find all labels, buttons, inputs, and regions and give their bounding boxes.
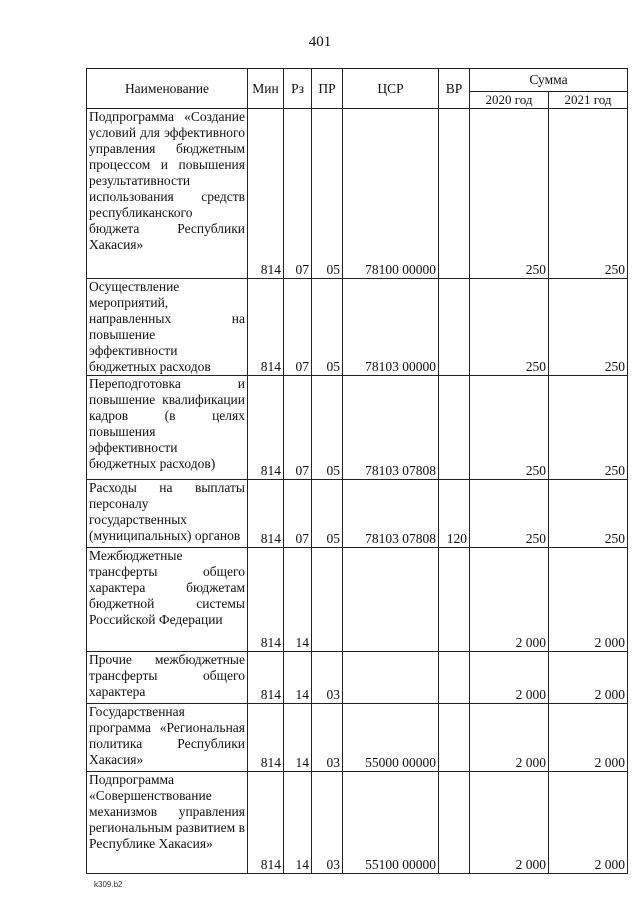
row-sum-2021: 2 000 [549,704,628,772]
row-pr [312,548,343,652]
row-vr: 120 [439,480,470,548]
row-sum-2020: 250 [470,109,549,279]
row-min: 814 [248,704,284,772]
row-min: 814 [248,548,284,652]
row-csr: 55000 00000 [343,704,439,772]
row-rz: 07 [284,279,312,376]
table-row [87,652,628,704]
row-name: Расходы на выплаты персоналу государственных (муниципальных) органов [87,480,248,548]
row-vr [439,376,470,480]
row-sum-2021: 250 [549,279,628,376]
row-name: Переподготовка и повышение квалификации кадров (в целях повышения эффективности бюджетных расходов) [87,376,248,480]
row-sum-2021: 250 [549,480,628,548]
table-row [87,548,628,652]
row-min: 814 [248,376,284,480]
row-vr [439,109,470,279]
row-rz: 14 [284,704,312,772]
table-row [87,480,628,548]
row-vr [439,548,470,652]
row-sum-2020: 250 [470,376,549,480]
row-min: 814 [248,109,284,279]
row-csr: 78100 00000 [343,109,439,279]
page-number: 401 [308,34,332,50]
row-min: 814 [248,480,284,548]
row-pr: 03 [312,772,343,874]
table-row [87,376,628,480]
row-csr: 78103 07808 [343,480,439,548]
row-vr [439,279,470,376]
row-rz: 14 [284,772,312,874]
header-csr: ЦСР [343,69,439,109]
row-sum-2020: 2 000 [470,652,549,704]
header-name: Наименование [87,69,248,109]
header-rz: Рз [284,69,312,109]
budget-table [86,68,628,874]
row-rz: 07 [284,376,312,480]
row-pr: 03 [312,704,343,772]
row-name: Межбюджетные трансферты общего характера бюджетам бюджетной системы Российской Федерации [87,548,248,652]
row-pr: 05 [312,480,343,548]
row-min: 814 [248,772,284,874]
row-pr: 05 [312,376,343,480]
row-sum-2020: 2 000 [470,772,549,874]
row-vr [439,652,470,704]
header-year-2021: 2021 год [549,92,628,109]
table-row [87,109,628,279]
row-csr: 78103 07808 [343,376,439,480]
row-name: Государственная программа «Региональная политика Республики Хакасия» [87,704,248,772]
table-row [87,772,628,874]
table-row [87,704,628,772]
table-row [87,279,628,376]
row-csr: 55100 00000 [343,772,439,874]
row-name: Осуществление мероприятий, направленных на повышение эффективности бюджетных расходов [87,279,248,376]
row-sum-2021: 250 [549,109,628,279]
header-pr: ПР [312,69,343,109]
row-sum-2020: 250 [470,480,549,548]
row-csr [343,652,439,704]
row-min: 814 [248,279,284,376]
row-sum-2020: 250 [470,279,549,376]
row-sum-2021: 2 000 [549,548,628,652]
row-pr: 03 [312,652,343,704]
row-csr: 78103 00000 [343,279,439,376]
row-csr [343,548,439,652]
row-vr [439,772,470,874]
header-sum: Сумма [470,69,628,92]
row-rz: 07 [284,480,312,548]
row-pr: 05 [312,279,343,376]
row-sum-2021: 2 000 [549,652,628,704]
row-vr [439,704,470,772]
row-name: Подпрограмма «Совершенствование механизмов управления региональным развитием в Республике Хакасия» [87,772,248,874]
footer-code: k309.b2 [94,880,123,889]
row-rz: 07 [284,109,312,279]
row-name: Подпрограмма «Создание условий для эффективного управления бюджетным процессом и повышения результативности использования средств республиканского бюджета Республики Хакасия» [87,109,248,279]
row-rz: 14 [284,548,312,652]
row-sum-2020: 2 000 [470,548,549,652]
row-sum-2021: 250 [549,376,628,480]
row-sum-2020: 2 000 [470,704,549,772]
row-pr: 05 [312,109,343,279]
header-min: Мин [248,69,284,109]
row-min: 814 [248,652,284,704]
row-sum-2021: 2 000 [549,772,628,874]
header-year-2020: 2020 год [470,92,549,109]
row-name: Прочие межбюджетные трансферты общего характера [87,652,248,704]
row-rz: 14 [284,652,312,704]
header-vr: ВР [439,69,470,109]
